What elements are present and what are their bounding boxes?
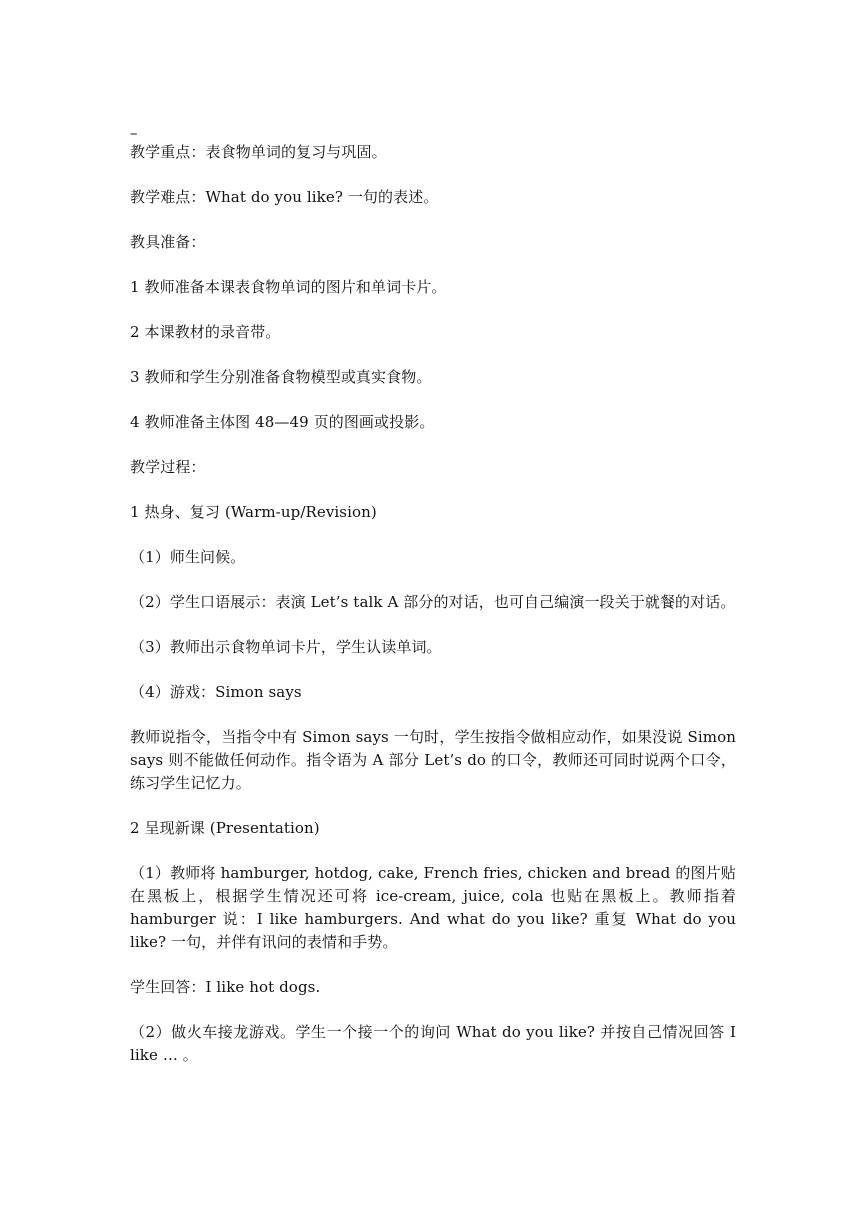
simon-says-instructions: 教师说指令，当指令中有 Simon says 一句时，学生按指令做相应动作，如果没说 Simon says 则不能做任何动作。指令语为 A 部分 Let’s do 的口令，教师还可同时说两个口令，练习学生记忆力。 [130, 728, 736, 792]
materials-item-2: 2 本课教材的录音带。 [130, 323, 281, 341]
presentation-step-2: （2）做火车接龙游戏。学生一个接一个的询问 What do you like? 并按自己情况回答 I like … 。 [130, 1023, 736, 1064]
warmup-heading: 1 热身、复习 (Warm-up/Revision) [130, 503, 377, 521]
presentation-step-1: （1）教师将 hamburger, hotdog, cake, French fries, chicken and bread 的图片贴在黑板上，根据学生情况还可将 ice-cream, juice, cola 也贴在黑板上。教师指着 hamburger 说：I like hamburgers. And what do you like? 重复 What do you like? 一句，并伴有讯问的表情和手势。 [130, 864, 736, 951]
document-page [130, 125, 736, 1089]
materials-item-1: 1 教师准备本课表食物单词的图片和单词卡片。 [130, 278, 447, 296]
student-answer: 学生回答：I like hot dogs. [130, 978, 321, 996]
warmup-step-3: （3）教师出示食物单词卡片，学生认读单词。 [130, 638, 442, 656]
warmup-step-2: （2）学生口语展示：表演 Let’s talk A 部分的对话，也可自己编演一段关于就餐的对话。 [130, 593, 736, 611]
teaching-focus: 教学重点：表食物单词的复习与巩固。 [130, 143, 387, 161]
materials-item-3: 3 教师和学生分别准备食物模型或真实食物。 [130, 368, 432, 386]
presentation-heading: 2 呈现新课 (Presentation) [130, 819, 320, 837]
materials-heading: 教具准备： [130, 233, 206, 251]
warmup-step-4: （4）游戏：Simon says [130, 683, 302, 701]
materials-item-4: 4 教师准备主体图 48—49 页的图画或投影。 [130, 413, 435, 431]
warmup-step-1: （1）师生问候。 [130, 548, 246, 566]
process-heading: 教学过程： [130, 458, 206, 476]
teaching-difficulty: 教学难点：What do you like? 一句的表述。 [130, 188, 439, 206]
top-mark: – [130, 124, 138, 142]
